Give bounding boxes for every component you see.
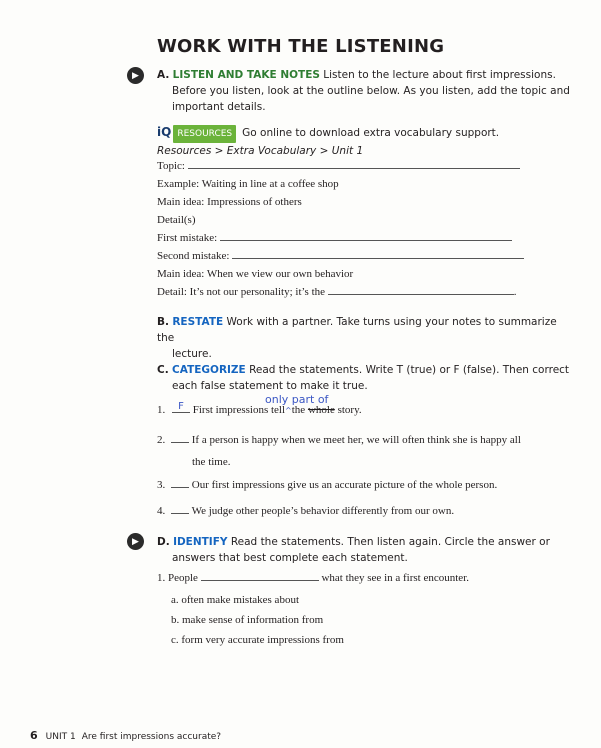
section-b-heading: RESTATE	[172, 316, 224, 328]
c-item-1-num: 1.	[157, 404, 166, 416]
d-option-b-text: make sense of information from	[182, 614, 324, 626]
c-item-2-blank[interactable]	[171, 432, 189, 443]
resources-text: Go online to download extra vocabulary support.	[242, 127, 500, 139]
d-option-c[interactable]	[171, 630, 551, 650]
section-b-line1: Work with a partner. Take turns using your notes to summarize the	[157, 316, 557, 344]
d-q1-post: what they see in a first encounter.	[321, 572, 469, 584]
section-d-line2: answers that best complete each statement.	[172, 552, 408, 564]
footer-unit: UNIT 1	[45, 732, 76, 742]
page-number: 6	[30, 729, 38, 742]
d-question-1	[157, 570, 557, 586]
section-d-line1: Read the statements. Then listen again. Circle the answer or	[230, 536, 550, 548]
c-item-4	[157, 503, 557, 519]
d-option-c-label: c.	[171, 634, 179, 646]
detail-blank[interactable]	[328, 284, 514, 295]
section-b-letter: B.	[157, 316, 169, 328]
c-item-1-the: the	[291, 404, 306, 416]
footer-question: Are first impressions accurate?	[81, 732, 222, 742]
section-c	[157, 362, 577, 394]
c-item-4-blank[interactable]	[171, 503, 189, 514]
c-item-2-text2: the time.	[192, 456, 231, 468]
section-b	[157, 314, 577, 362]
second-mistake-blank[interactable]	[232, 248, 524, 259]
d-option-c-text: form very accurate impressions from	[181, 634, 344, 646]
detail-period: .	[513, 286, 517, 298]
section-c-letter: C.	[157, 364, 169, 376]
page-title: WORK WITH THE LISTENING	[157, 36, 445, 57]
outline-topic: Topic:	[157, 160, 185, 172]
section-d	[157, 534, 577, 566]
c-item-3	[157, 477, 557, 493]
section-d-heading: IDENTIFY	[173, 536, 228, 548]
c-item-3-blank[interactable]	[171, 477, 189, 488]
outline-main1: Main idea: Impressions of others	[157, 196, 302, 208]
section-a-line2: Before you listen, look at the outline below. As you listen, add the topic and	[172, 85, 570, 97]
d-options	[171, 590, 551, 650]
c-item-2	[157, 429, 557, 473]
topic-blank[interactable]	[188, 158, 520, 169]
section-c-line1: Read the statements. Write T (true) or F (false). Then correct	[249, 364, 570, 376]
d-q1-pre: People	[168, 572, 198, 584]
c-item-2-num: 2.	[157, 434, 166, 446]
section-c-heading: CATEGORIZE	[172, 364, 246, 376]
outline-second: Second mistake:	[157, 250, 230, 262]
page-footer	[30, 729, 221, 742]
outline	[157, 158, 537, 302]
iq-logo: iQ	[157, 125, 172, 139]
audio-speaker-icon-2[interactable]: ▶	[127, 533, 144, 550]
outline-example: Example: Waiting in line at a coffee shop	[157, 178, 339, 190]
c-item-1-post: story.	[337, 404, 362, 416]
c-item-4-text: We judge other people’s behavior differently from our own.	[191, 505, 455, 517]
outline-main2: Main idea: When we view our own behavior	[157, 268, 354, 280]
c-item-1-pre: First impressions tell	[192, 404, 286, 416]
section-a	[157, 67, 577, 115]
resources-path[interactable]: Resources > Extra Vocabulary > Unit 1	[157, 145, 364, 157]
section-d-letter: D.	[157, 536, 170, 548]
d-q1-num: 1.	[157, 572, 166, 584]
section-b-line2: lecture.	[172, 348, 212, 360]
d-q1-blank[interactable]	[201, 570, 319, 581]
caret-mark-icon: ^	[285, 406, 292, 415]
first-mistake-blank[interactable]	[220, 230, 512, 241]
c-item-3-text: Our first impressions give us an accurate picture of the whole person.	[191, 479, 498, 491]
section-a-letter: A.	[157, 69, 170, 81]
resources-badge[interactable]: RESOURCES	[173, 125, 236, 143]
d-option-a[interactable]	[171, 590, 551, 610]
c-item-2-text1: If a person is happy when we meet her, we will often think she is happy all	[191, 434, 521, 446]
c-item-4-num: 4.	[157, 505, 166, 517]
resources-box	[157, 124, 577, 159]
outline-detail: Detail: It’s not our personality; it’s the	[157, 286, 326, 298]
handwritten-correction: only part of	[265, 393, 329, 406]
c-item-1-answer-blank[interactable]	[172, 402, 190, 413]
section-a-line3: important details.	[172, 101, 266, 113]
d-option-b[interactable]	[171, 610, 551, 630]
d-option-a-label: a.	[171, 594, 179, 606]
section-c-line2: each false statement to make it true.	[172, 380, 368, 392]
audio-speaker-icon[interactable]: ▶	[127, 67, 144, 84]
c-item-1	[157, 402, 557, 419]
section-a-line1: Listen to the lecture about first impressions.	[323, 69, 556, 81]
c-item-1-struck: whole	[307, 404, 335, 416]
outline-details: Detail(s)	[157, 214, 196, 226]
c-item-3-num: 3.	[157, 479, 166, 491]
d-option-b-label: b.	[171, 614, 180, 626]
d-option-a-text: often make mistakes about	[181, 594, 299, 606]
outline-first: First mistake:	[157, 232, 218, 244]
c-item-1-answer: F	[178, 401, 184, 412]
section-a-heading: LISTEN AND TAKE NOTES	[172, 69, 320, 81]
